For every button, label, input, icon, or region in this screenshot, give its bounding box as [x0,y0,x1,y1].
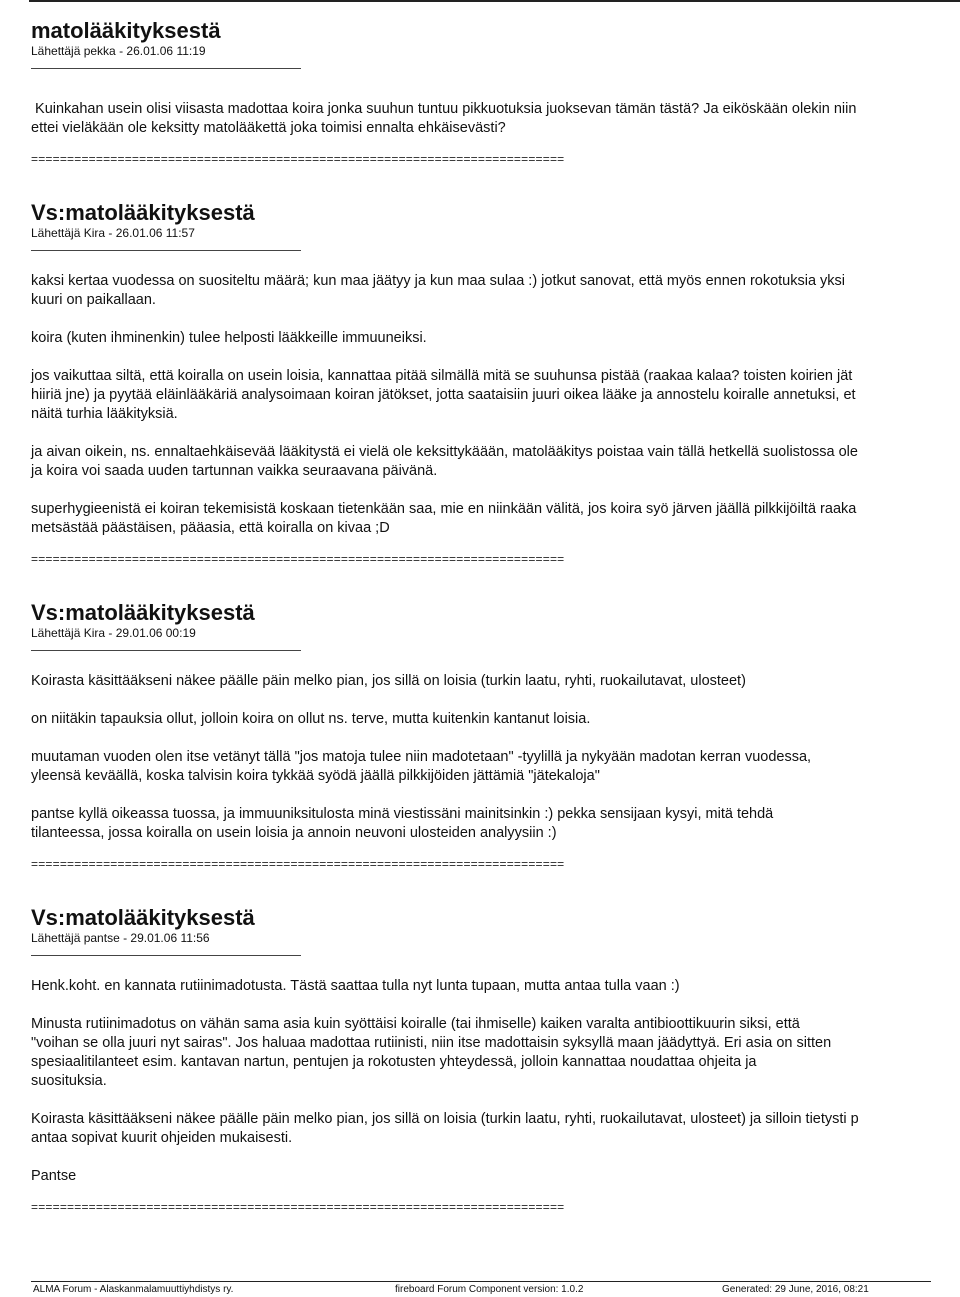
post-paragraph: Kuinkahan usein olisi viisasta madottaa koira jonka suuhun tuntuu pikkuotuksia juoksevan tämän tästä? Ja eiköskään olekin niin ettei vieläkään ole keksitty matolääkettä joka toimisi ennalta ehkäisevästi? [31,101,857,136]
post-meta: Lähettäjä Kira - 26.01.06 11:57 [31,226,195,240]
post-paragraph: Henk.koht. en kannata rutiinimadotusta. Tästä saattaa tulla nyt lunta tupaan, mutta antaa tulla vaan :) [31,978,680,994]
post-paragraph: Minusta rutiinimadotus on vähän sama asia kuin syöttäisi koiralle (tai ihmiselle) kaiken varalta antibioottikuurin siksi, että "voihan se olla juuri nyt sairas". Jos haluaa madottaa rutiinisti, niin itse madottaisin syksyllä maan jäädyttyä. Eri asia on sitten spesiaalitilanteet esim. kantavan nartun, pentujen ja rokotusten yhteydessä, jolloin kannattaa noudattaa ohjeita ja suosituksia. [31,1016,832,1089]
post-body [31,672,960,843]
post-divider [31,650,301,651]
post-separator: ========================================================================== [31,152,565,166]
post-paragraph: jos vaikuttaa siltä, että koiralla on usein loisia, kannattaa pitää silmällä mitä se suuhunsa pistää (raakaa kalaa? toisten koirien jät hiiriä jne) ja pyytää eläinlääkäriä analysoimaan koiran jätökset, jotta saataisiin juuri oikea lääke ja annostelu koiralle annetuksi, et näitä turhia lääkityksiä. [31,368,856,422]
post-meta: Lähettäjä pekka - 26.01.06 11:19 [31,44,206,58]
post [31,18,960,166]
post-body [31,272,960,538]
post-body [31,100,960,138]
post-separator: ========================================================================== [31,552,565,566]
post-paragraph: superhygieenistä ei koiran tekemisistä koskaan tietenkään saa, mie en niinkään välitä, jos koira syö järven jäällä pilkkijöiltä raaka metsästää päästäisen, pääasia, että koiralla on kivaa ;D [31,501,857,536]
post-paragraph: pantse kyllä oikeassa tuossa, ja immuuniksitulosta minä viestissäni mainitsinkin :) pekka sensijaan kysyi, mitä tehdä tilanteessa, jossa koiralla on usein loisia ja annoin neuvoni ulosteiden analyysiin :) [31,806,774,841]
post [31,905,960,1214]
post-title: Vs:matolääkityksestä [31,200,255,225]
post-title: matolääkityksestä [31,18,221,43]
post-paragraph: on niitäkin tapauksia ollut, jolloin koira on ollut ns. terve, mutta kuitenkin kantanut loisia. [31,711,591,727]
post-paragraph: muutaman vuoden olen itse vetänyt tällä "jos matoja tulee niin madotetaan" -tyylillä ja nykyään madotan kerran vuodessa, yleensä keväällä, koska talvisin koira tykkää syödä jäällä pilkkijöiden jättämiä "jätekaloja" [31,749,812,784]
post-divider [31,68,301,69]
footer-divider [31,1281,931,1282]
footer-generated-date: Generated: 29 June, 2016, 08:21 [722,1284,869,1295]
post-divider [31,955,301,956]
post [31,200,960,566]
post-body [31,977,960,1186]
post-title: Vs:matolääkityksestä [31,905,255,930]
top-border [29,0,960,2]
footer-site-name: ALMA Forum - Alaskanmalamuuttiyhdistys ry. [33,1284,234,1295]
post-paragraph: koira (kuten ihminenkin) tulee helposti lääkkeille immuuneiksi. [31,330,427,346]
post-paragraph: Pantse [31,1168,77,1184]
post-paragraph: Koirasta käsittääkseni näkee päälle päin melko pian, jos sillä on loisia (turkin laatu, ryhti, ruokailutavat, ulosteet) [31,673,746,689]
post [31,600,960,871]
post-paragraph: ja aivan oikein, ns. ennaltaehkäisevää lääkitystä ei vielä ole keksittykäään, matolääkitys poistaa vain tällä hetkellä suolistossa ole ja koira voi saada uuden tartunnan vaikka seuraavana päivänä. [31,444,858,479]
post-separator: ========================================================================== [31,857,565,871]
post-divider [31,250,301,251]
post-paragraph: kaksi kertaa vuodessa on suositeltu määrä; kun maa jäätyy ja kun maa sulaa :) jotkut sanovat, että myös ennen rokotuksia yksi kuuri on paikallaan. [31,273,846,308]
post-paragraph: Koirasta käsittääkseni näkee päälle päin melko pian, jos sillä on loisia (turkin laatu, ryhti, ruokailutavat, ulosteet) ja silloin tietysti p antaa sopivat kuurit ohjeiden mukaisesti. [31,1111,859,1146]
post-separator: ========================================================================== [31,1200,565,1214]
footer-component-version: fireboard Forum Component version: 1.0.2 [395,1284,584,1295]
post-title: Vs:matolääkityksestä [31,600,255,625]
post-meta: Lähettäjä Kira - 29.01.06 00:19 [31,626,196,640]
post-meta: Lähettäjä pantse - 29.01.06 11:56 [31,931,210,945]
forum-thread [31,18,960,1214]
